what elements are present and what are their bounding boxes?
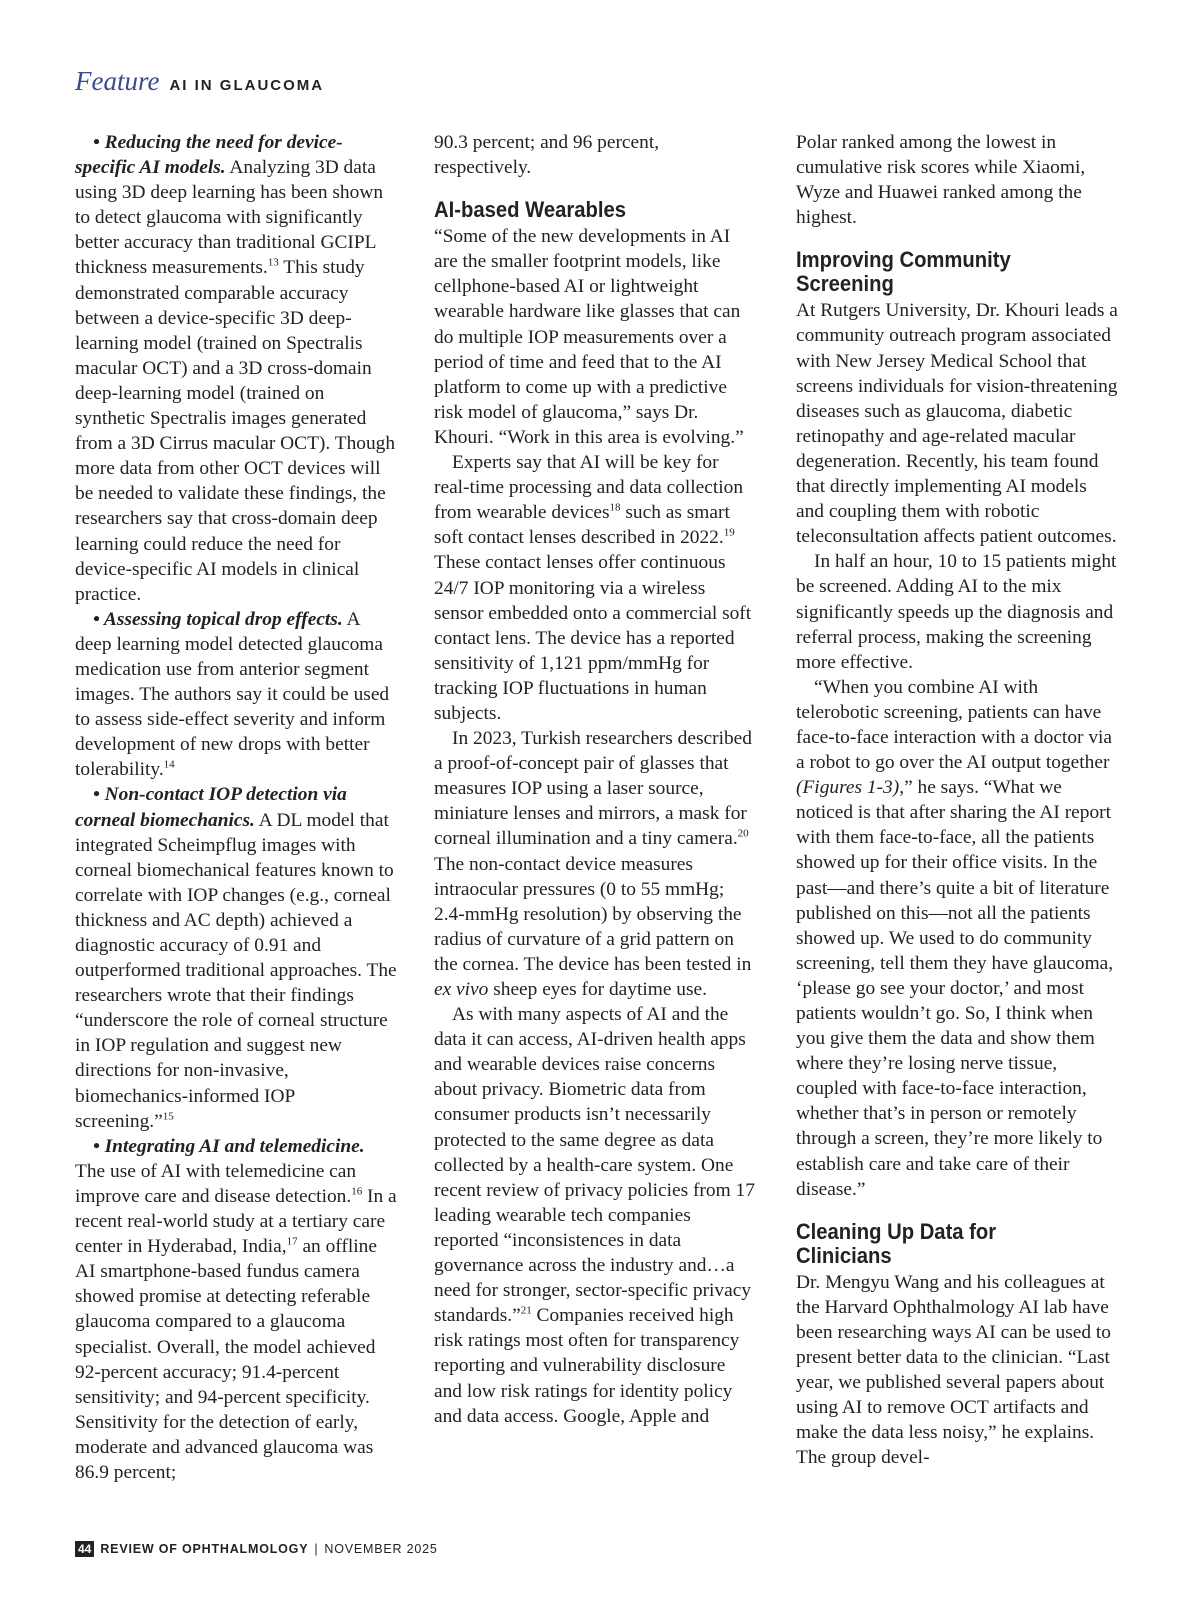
bullet-lead: • Integrating AI and telemedicine. — [93, 1135, 365, 1157]
footer-separator: | — [314, 1542, 319, 1556]
paragraph: “When you combine AI with telerobotic screening, patients can have face-to-face interaction with a doctor via a robot to go over the AI output together (Figures 1-3),” he says. “What we noticed is that after sharing the AI report with them face-to-face, all the patients showed up for their office visits. In the past—and there’s quite a bit of literature published on this—not all the patients showed up. We used to do community screening, tell them they have glaucoma, ‘please go see your doctor,’ and most patients wouldn’t go. So, I think when you give them the data and show them where they’re losing nerve tissue, coupled with face-to-face interaction, whether that’s in person or remotely through a screen, they’re more likely to establish care and take care of their disease.” — [796, 676, 1114, 1200]
page-number: 44 — [75, 1541, 94, 1557]
subheading: Cleaning Up Data for Clinicians — [796, 1218, 997, 1268]
issue-date: NOVEMBER 2025 — [324, 1542, 438, 1556]
figure-reference: (Figures 1-3) — [796, 777, 900, 799]
bullet-lead: • Reducing the need for device-specific AI models. — [75, 132, 343, 179]
subheading: Improving Community Screening — [796, 247, 1011, 297]
reference: 17 — [286, 1235, 298, 1248]
bullet-lead: • Non-contact IOP detection via corneal biomechanics. — [75, 784, 347, 831]
reference: 13 — [267, 257, 279, 269]
column-2 — [434, 130, 757, 1429]
paragraph: • Non-contact IOP detection via corneal biomechanics. A DL model that integrated Scheimpflug images with corneal biomechanical features known to correlate with IOP changes (e.g., corneal thickness and AC depth) achieved a diagnostic accuracy of 0.91 and outperformed traditional approaches. The researchers wrote that their findings “underscore the role of corneal structure in IOP regulation and suggest new directions for non-invasive, biomechanics-informed IOP screening.”$^{15}$ — [75, 784, 397, 1132]
paragraph: As with many aspects of AI and the data it can access, AI-driven health apps and wearable devices raise concerns about privacy. Biometric data from consumer products isn’t necessarily protected to the same degree as data collected by a health-care system. One recent review of privacy policies from 17 leading wearable tech companies reported “inconsistences in data governance across the industry and…a need for stronger, sector-specific privacy standards.”$^{21}$ Companies received high risk ratings most often for transparency reporting and vulnerability disclosure and low risk ratings for identity policy and data access. Google, Apple and — [434, 1004, 755, 1427]
paragraph: At Rutgers University, Dr. Khouri leads a community outreach program associated with New Jersey Medical School that screens individuals for vision-threatening diseases such as glaucoma, diabetic retinopathy and age-related macular degeneration. Recently, his team found that directly implementing AI models and coupling them with robotic teleconsultation affects patient outcomes. — [796, 300, 1118, 548]
page-footer — [75, 1541, 438, 1557]
section-title: AI IN GLAUCOMA — [169, 77, 325, 94]
paragraph: Polar ranked among the lowest in cumulative risk scores while Xiaomi, Wyze and Huawei ranked among the highest. — [796, 132, 1086, 229]
column-3 — [796, 130, 1119, 1471]
subheading: AI-based Wearables — [434, 197, 626, 223]
paragraph: In half an hour, 10 to 15 patients might be screened. Adding AI to the mix significantly speeds up the diagnosis and referral process, making the screening more effective. — [796, 551, 1117, 673]
reference: 18 — [609, 501, 621, 514]
paragraph: Dr. Mengyu Wang and his colleagues at the Harvard Ophthalmology AI lab have been researching ways AI can be used to present better data to the clinician. “Last year, we published several papers about using AI to remove OCT artifacts and make the data less noisy,” he explains. The group devel- — [796, 1271, 1111, 1469]
paragraph: “Some of the new developments in AI are the smaller footprint models, like cellphone-based AI or lightweight wearable hardware like glasses that can do multiple IOP measurements over a period of time and feed that to the AI platform to come up with a predictive risk model of glaucoma,” says Dr. Khouri. “Work in this area is evolving.” — [434, 226, 744, 448]
reference: 21 — [520, 1304, 532, 1317]
reference: 20 — [737, 827, 749, 840]
reference: 15 — [162, 1110, 174, 1123]
paragraph: 90.3 percent; and 96 percent, respectively. — [434, 132, 660, 179]
paragraph: In 2023, Turkish researchers described a proof-of-concept pair of glasses that measures IOP using a laser source, miniature lenses and mirrors, a mask for corneal illumination and a tiny camera.$^{20}$ The non-contact device measures intraocular pressures (0 to 55 mmHg; 2.4-mmHg resolution) by observing the radius of curvature of a grid pattern on the cornea. The device has been tested in ex vivo sheep eyes for daytime use. — [434, 728, 752, 1000]
paragraph: Experts say that AI will be key for real-time processing and data collection from wearable devices$^{18}$ such as smart soft contact lenses described in 2022.19 These contact lenses offer continuous 24/7 IOP monitoring via a wireless sensor embedded onto a commercial soft contact lens. The device has a reported sensitivity of 1,121 ppm/mmHg for tracking IOP fluctuations in human subjects. — [434, 452, 752, 724]
paragraph: • Integrating AI and telemedicine. The use of AI with telemedicine can improve care and disease detection.$^{16}$ In a recent real-world study at a tertiary care center in Hyderabad, India,$^{17}$ an offline AI smartphone-based fundus camera showed promise at detecting referable glaucoma compared to a glaucoma specialist. Overall, the model achieved 92-percent accuracy; 91.4-percent sensitivity; and 94-percent specificity. Sensitivity for the detection of early, moderate and advanced glaucoma was 86.9 percent; — [75, 1135, 397, 1483]
bullet-lead: • Assessing topical drop effects. — [93, 608, 343, 630]
reference: 19 — [723, 526, 735, 539]
feature-label: Feature — [75, 66, 160, 96]
column-1 — [75, 130, 398, 1485]
paragraph: • Assessing topical drop effects. A deep learning model detected glaucoma medication use from anterior segment images. The authors say it could be used to assess side-effect severity and inform development of new drops with better tolerability.$^{14}$ — [75, 608, 390, 781]
paragraph: • Reducing the need for device-specific AI models. Analyzing 3D data using 3D deep learning has been shown to detect glaucoma with significantly better accuracy than traditional GCIPL thickness measurements.$^{13}$ This study demonstrated comparable accuracy between a device-specific 3D deep-learning model (trained on Spectralis macular OCT) and a 3D cross-domain deep-learning model (trained on synthetic Spectralis images generated from a 3D Cirrus macular OCT). Though more data from other OCT devices will be needed to validate these findings, the researchers say that cross-domain deep learning could reduce the need for device-specific AI models in clinical practice. — [75, 132, 396, 605]
reference: 14 — [163, 758, 175, 771]
publication-name: REVIEW OF OPHTHALMOLOGY — [100, 1542, 309, 1556]
reference: 16 — [351, 1185, 363, 1198]
page-header — [75, 66, 324, 97]
